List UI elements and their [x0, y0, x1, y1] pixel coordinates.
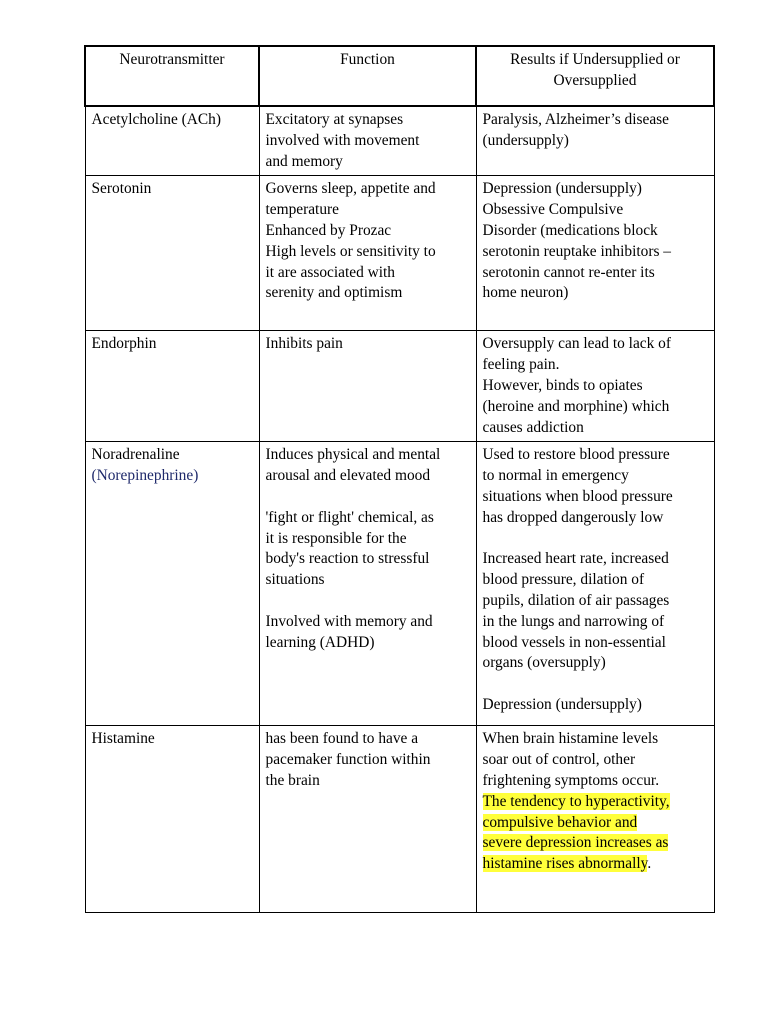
cell-function: Induces physical and mental arousal and elevated mood 'fight or flight' chemical, as it is responsible for the body's reaction to stressful situations Involved with memory and learning (ADHD) [259, 442, 476, 726]
norepinephrine-alias: (Norepinephrine) [91, 467, 199, 485]
highlighted-text: The tendency to hyperactivity, [482, 792, 670, 810]
highlighted-text: compulsive behavior and [482, 813, 638, 831]
cell-results: When brain histamine levels soar out of control, other frightening symptoms occur. The tendency to hyperactivity, compulsive behavior and severe depression increases as histamine rises abnormally. [476, 726, 714, 913]
cell-neurotransmitter: Serotonin [85, 176, 259, 331]
cell-neurotransmitter: Acetylcholine (ACh) [85, 106, 259, 176]
cell-results: Used to restore blood pressure to normal in emergency situations when blood pressure has dropped dangerously low Increased heart rate, increased blood pressure, dilation of pupils, dilation of air passages in the lungs and narrowing of blood vessels in non-essential organs (oversupply) Depression (undersupply) [476, 442, 714, 726]
cell-function: Governs sleep, appetite and temperature Enhanced by Prozac High levels or sensitivity to it are associated with serenity and optimism [259, 176, 476, 331]
cell-function: Excitatory at synapses involved with movement and memory [259, 106, 476, 176]
cell-function: has been found to have a pacemaker function within the brain [259, 726, 476, 913]
header-function: Function [259, 46, 476, 106]
neurotransmitter-table [84, 45, 715, 913]
table-row [85, 726, 714, 913]
cell-neurotransmitter: Histamine [85, 726, 259, 913]
cell-function: Inhibits pain [259, 331, 476, 442]
header-results: Results if Undersupplied or Oversupplied [476, 46, 714, 106]
table-header-row [85, 46, 714, 106]
highlighted-text: histamine rises abnormally [482, 855, 648, 873]
highlighted-text: severe depression increases as [482, 834, 669, 852]
table-row [85, 331, 714, 442]
table-row [85, 442, 714, 726]
table-row [85, 106, 714, 176]
cell-results: Depression (undersupply) Obsessive Compulsive Disorder (medications block serotonin reuptake inhibitors – serotonin cannot re-enter its home neuron) [476, 176, 714, 331]
header-neurotransmitter: Neurotransmitter [85, 46, 259, 106]
cell-results: Oversupply can lead to lack of feeling pain. However, binds to opiates (heroine and morphine) which causes addiction [476, 331, 714, 442]
cell-results: Paralysis, Alzheimer’s disease (undersupply) [476, 106, 714, 176]
cell-neurotransmitter: Noradrenaline (Norepinephrine) [85, 442, 259, 726]
table-row [85, 176, 714, 331]
cell-neurotransmitter: Endorphin [85, 331, 259, 442]
